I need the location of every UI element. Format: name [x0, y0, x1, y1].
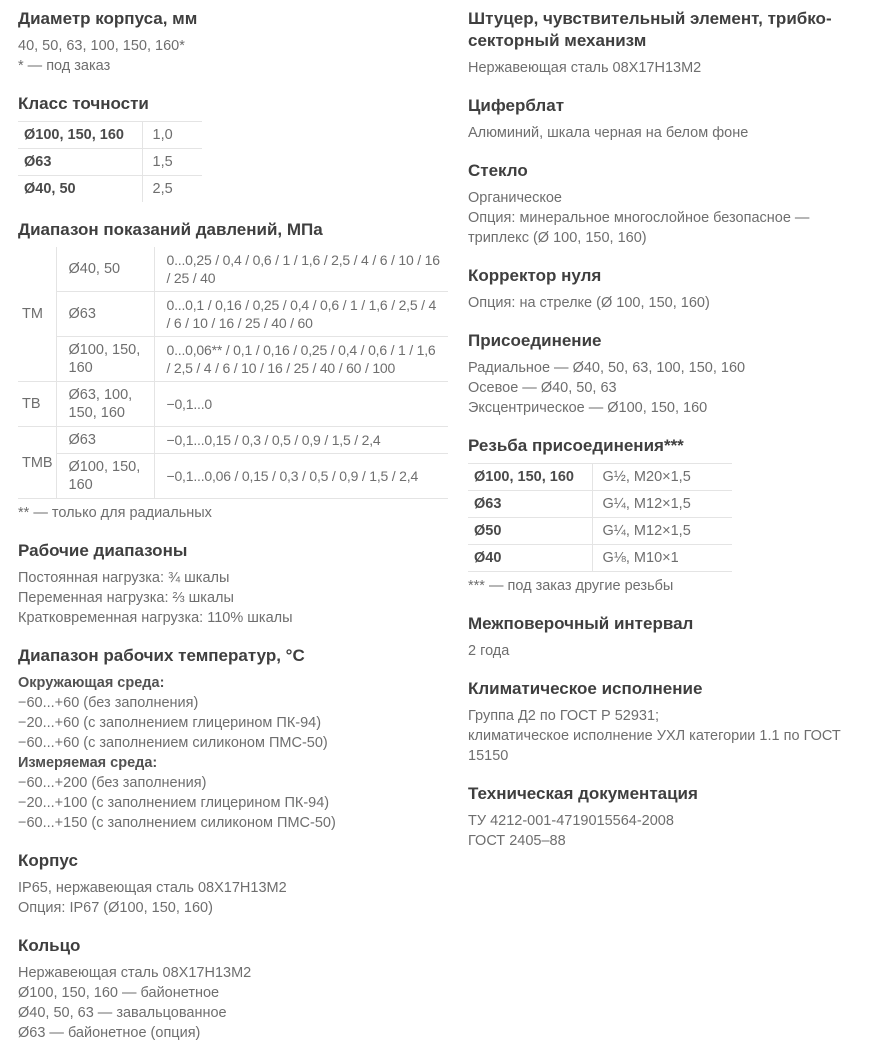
spec-line: Ø40, 50, 63 — завальцованное [18, 1005, 227, 1021]
spec-line: Опция: на стрелке (Ø 100, 150, 160) [468, 295, 710, 311]
section-climate [468, 678, 873, 766]
cell-label: Ø40 [468, 545, 592, 572]
section-title-ring: Кольцо [18, 936, 81, 955]
section-dial [468, 95, 873, 143]
cell-model: ТМВ [18, 427, 56, 499]
cell-label: Ø63 [18, 149, 142, 176]
cell-diameter: Ø63 [56, 292, 154, 337]
section-working-ranges [18, 540, 450, 628]
spec-line: Кратковременная нагрузка: 110% шкалы [18, 610, 293, 626]
left-column [18, 8, 450, 1060]
spec-line: −20...+100 (с заполнением глицерином ПК-94) [18, 795, 330, 811]
diameter-values: 40, 50, 63, 100, 150, 160* [18, 38, 185, 54]
spec-line: −60...+200 (без заполнения) [18, 775, 207, 791]
spec-line: Группа Д2 по ГОСТ Р 52931; [468, 708, 660, 724]
spec-line: Постоянная нагрузка: ¾ шкалы [18, 570, 230, 586]
cell-diameter: Ø63, 100, 150, 160 [56, 382, 154, 427]
thread-table [468, 463, 732, 572]
cell-ranges: 0...0,06** / 0,1 / 0,16 / 0,25 / 0,4 / 0,6 / 1 / 1,6 / 2,5 / 4 / 6 / 10 / 16 / 25 / 40 / 60 / 100 [154, 337, 448, 382]
section-body [18, 850, 450, 918]
spec-line: Переменная нагрузка: ⅔ шкалы [18, 590, 234, 606]
table-row [468, 545, 732, 572]
section-title-dial: Циферблат [468, 96, 565, 115]
cell-label: Ø50 [468, 518, 592, 545]
spec-line: Осевое — Ø40, 50, 63 [468, 380, 617, 396]
diameter-footnote: * — под заказ [18, 58, 111, 74]
cell-value: 1,0 [142, 122, 202, 149]
table-row [468, 464, 732, 491]
section-title-accuracy: Класс точности [18, 94, 149, 113]
cell-ranges: −0,1...0 [154, 382, 448, 427]
section-calibration-interval [468, 613, 873, 661]
cell-label: Ø100, 150, 160 [468, 464, 592, 491]
spec-line: 2 года [468, 643, 510, 659]
table-row [468, 491, 732, 518]
spec-line: −60...+150 (с заполнением силиконом ПМС-50) [18, 815, 336, 831]
spec-line: Опция: IP67 (Ø100, 150, 160) [18, 900, 213, 916]
thread-footnote: *** — под заказ другие резьбы [468, 578, 674, 594]
cell-label: Ø100, 150, 160 [18, 122, 142, 149]
spec-line: Эксцентрическое — Ø100, 150, 160 [468, 400, 708, 416]
cell-diameter: Ø100, 150, 160 [56, 337, 154, 382]
section-stem [468, 8, 873, 78]
cell-ranges: −0,1...0,06 / 0,15 / 0,3 / 0,5 / 0,9 / 1,5 / 2,4 [154, 454, 448, 499]
spec-line: Нержавеющая сталь 08Х17Н13М2 [18, 965, 252, 981]
spec-line: климатическое исполнение УХЛ категории 1.1 по ГОСТ 15150 [468, 728, 841, 764]
spec-line: ГОСТ 2405–88 [468, 833, 566, 849]
section-pressure-ranges [18, 219, 450, 523]
cell-value: G½, M20×1,5 [592, 464, 732, 491]
cell-diameter: Ø100, 150, 160 [56, 454, 154, 499]
section-title-temperature: Диапазон рабочих температур, °С [18, 646, 305, 665]
section-connection [468, 330, 873, 418]
spec-line: Опция: минеральное многослойное безопасное — триплекс (Ø 100, 150, 160) [468, 210, 810, 246]
spec-line: Ø63 — байонетное (опция) [18, 1025, 201, 1041]
table-row [18, 176, 202, 203]
table-row [18, 337, 448, 382]
section-docs [468, 783, 873, 851]
section-title-docs: Техническая документация [468, 784, 698, 803]
section-title-pressure: Диапазон показаний давлений, МПа [18, 220, 323, 239]
cell-label: Ø63 [468, 491, 592, 518]
section-glass [468, 160, 873, 248]
cell-ranges: 0...0,1 / 0,16 / 0,25 / 0,4 / 0,6 / 1 / 1,6 / 2,5 / 4 / 6 / 10 / 16 / 25 / 40 / 60 [154, 292, 448, 337]
spec-line: Ø100, 150, 160 — байонетное [18, 985, 220, 1001]
cell-ranges: 0...0,25 / 0,4 / 0,6 / 1 / 1,6 / 2,5 / 4 / 6 / 10 / 16 / 25 / 40 [154, 247, 448, 292]
cell-label: Ø40, 50 [18, 176, 142, 203]
right-column [468, 8, 873, 1060]
table-row [18, 292, 448, 337]
section-zero-corrector [468, 265, 873, 313]
spec-line: Алюминий, шкала черная на белом фоне [468, 125, 749, 141]
table-row [18, 382, 448, 427]
section-ring [18, 935, 450, 1043]
spec-line: Радиальное — Ø40, 50, 63, 100, 150, 160 [468, 360, 746, 376]
cell-value: 2,5 [152, 181, 173, 197]
cell-diameter: Ø40, 50 [56, 247, 154, 292]
section-title-working: Рабочие диапазоны [18, 541, 188, 560]
pressure-footnote: ** — только для радиальных [18, 505, 212, 521]
temperature-group-label: Окружающая среда: [18, 675, 165, 691]
spec-line: −60...+60 (с заполнением силиконом ПМС-50) [18, 735, 328, 751]
section-title-diameter: Диаметр корпуса, мм [18, 9, 198, 28]
table-row [18, 122, 202, 149]
spec-line: Органическое [468, 190, 562, 206]
section-title-zero-corrector: Корректор нуля [468, 266, 602, 285]
spec-line: −20...+60 (с заполнением глицерином ПК-94) [18, 715, 322, 731]
section-title-stem: Штуцер, чувствительный элемент, трибко-секторный механизм [468, 9, 832, 50]
spec-line: −60...+60 (без заполнения) [18, 695, 199, 711]
spec-line: IP65, нержавеющая сталь 08Х17Н13М2 [18, 880, 287, 896]
section-title-body: Корпус [18, 851, 78, 870]
spec-line: Нержавеющая сталь 08Х17Н13М2 [468, 60, 702, 76]
section-diameter [18, 8, 450, 76]
table-row [468, 518, 732, 545]
section-title-connection: Присоединение [468, 331, 602, 350]
section-thread [468, 435, 873, 596]
section-title-calibration-interval: Межповерочный интервал [468, 614, 694, 633]
cell-model: ТВ [18, 382, 56, 427]
temperature-group-label: Измеряемая среда: [18, 755, 158, 771]
cell-value: G¼, M12×1,5 [592, 491, 732, 518]
table-row [18, 247, 448, 292]
pressure-table [18, 247, 448, 499]
cell-ranges: −0,1...0,15 / 0,3 / 0,5 / 0,9 / 1,5 / 2,4 [154, 427, 448, 454]
table-row [18, 454, 448, 499]
accuracy-table [18, 121, 202, 202]
cell-value: G¼, M12×1,5 [592, 518, 732, 545]
cell-diameter: Ø63 [56, 427, 154, 454]
section-title-climate: Климатическое исполнение [468, 679, 703, 698]
spec-line: ТУ 4212-001-4719015564-2008 [468, 813, 674, 829]
section-temperature [18, 645, 450, 833]
cell-value: 1,5 [142, 149, 202, 176]
section-accuracy [18, 93, 450, 202]
table-row [18, 427, 448, 454]
cell-model: ТМ [18, 247, 56, 382]
section-title-thread: Резьба присоединения*** [468, 436, 684, 455]
cell-value: G⅛, M10×1 [592, 545, 732, 572]
section-title-glass: Стекло [468, 161, 528, 180]
table-row [18, 149, 202, 176]
